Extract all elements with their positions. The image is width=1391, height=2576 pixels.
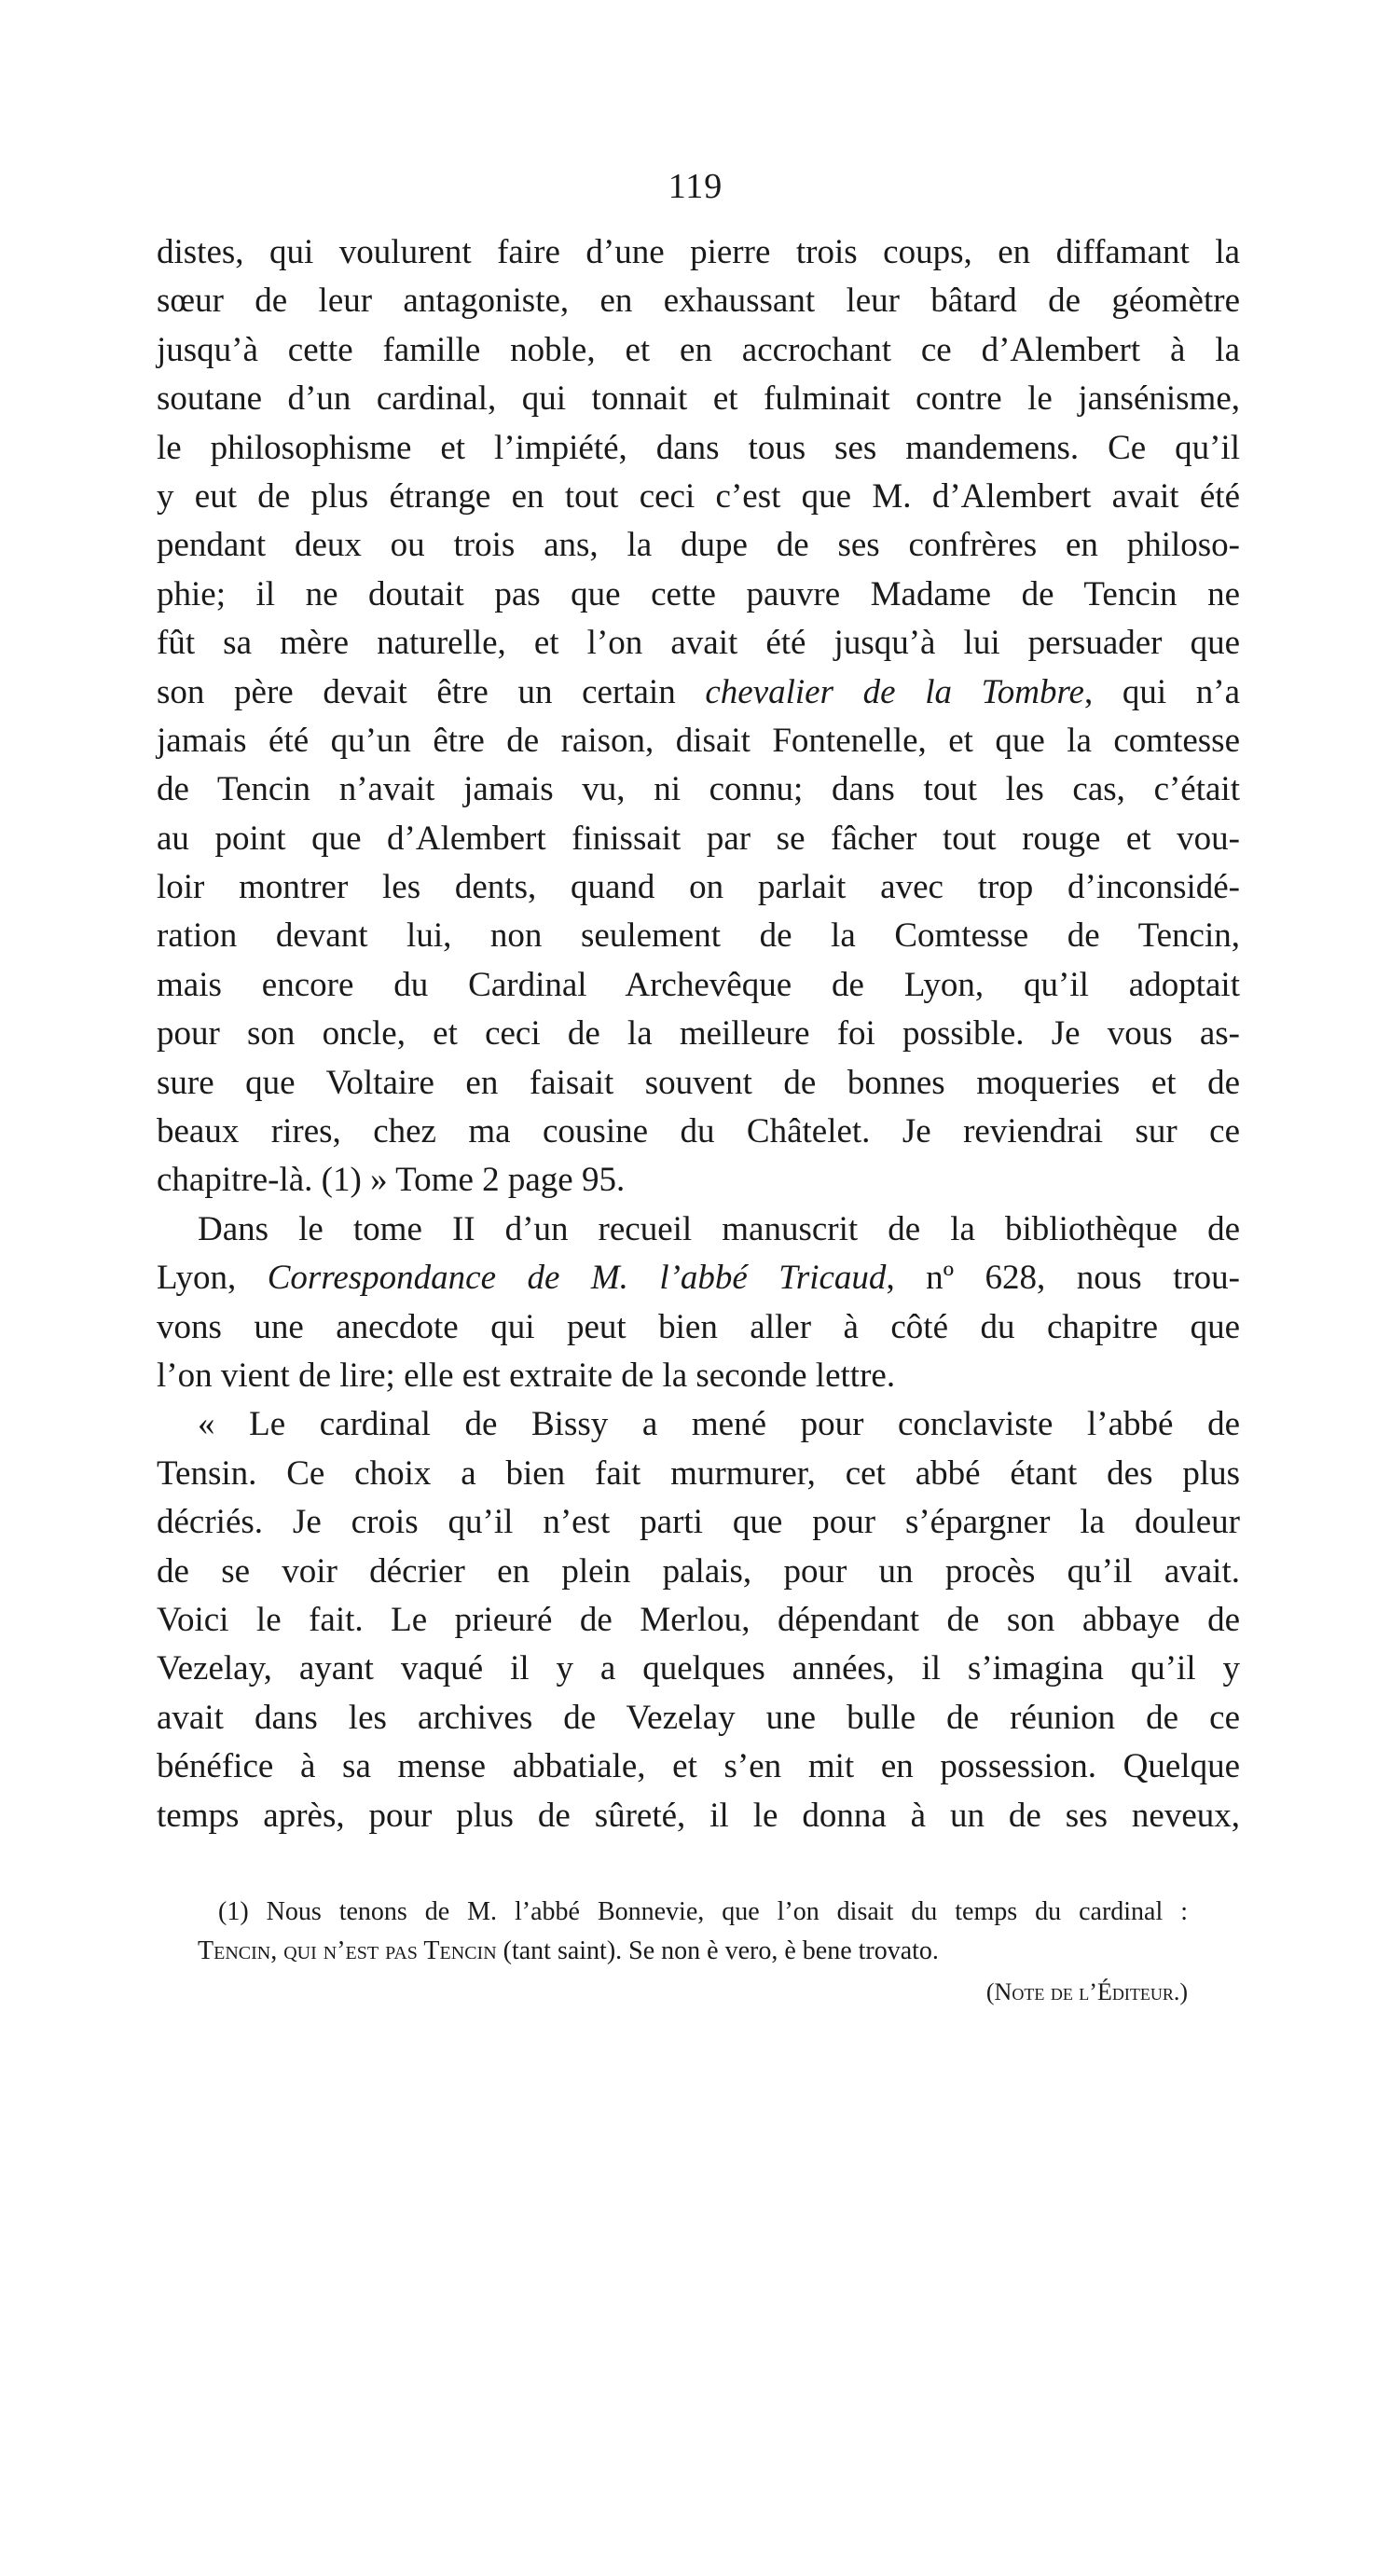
text-line: au point que d’Alembert finissait par se fâcher tout rouge et vou-: [157, 819, 1240, 858]
text-line: ration devant lui, non seulement de la Comtesse de Tencin,: [157, 916, 1240, 956]
footnote: [198, 1893, 1188, 2012]
page-number: 119: [668, 167, 723, 206]
text-line: Vezelay, ayant vaqué il y a quelques années, il s’imagina qu’il y: [157, 1649, 1240, 1688]
text-line: phie; il ne doutait pas que cette pauvre Madame de Tencin ne: [157, 574, 1240, 613]
italic-name: chevalier de la Tombre: [705, 672, 1084, 711]
text-line: vons une anecdote qui peut bien aller à côté du chapitre que: [157, 1307, 1240, 1346]
text-line: jamais été qu’un être de raison, disait Fontenelle, et que la comtesse: [157, 721, 1240, 760]
text-line: sure que Voltaire en faisait souvent de bonnes moqueries et de: [157, 1063, 1240, 1102]
text-line: sœur de leur antagoniste, en exhaussant leur bâtard de géomètre: [157, 282, 1240, 321]
text-line: fût sa mère naturelle, et l’on avait été jusqu’à lui persuader que: [157, 624, 1240, 663]
main-text: [157, 228, 1240, 1840]
paragraph-1: [157, 228, 1240, 1205]
text-segment: Lyon,: [157, 1259, 268, 1298]
text-line: loir montrer les dents, quand on parlait avec trop d’inconsidé-: [157, 868, 1240, 907]
text-line: jusqu’à cette famille noble, et en accrochant ce d’Alembert à la: [157, 330, 1240, 369]
text-line: y eut de plus étrange en tout ceci c’est que M. d’Alembert avait été: [157, 476, 1240, 516]
text-line: chapitre-là. (1) » Tome 2 page 95.: [157, 1161, 626, 1200]
text-line: de se voir décrier en plein palais, pour un procès qu’il avait.: [157, 1551, 1240, 1591]
text-line: le philosophisme et l’impiété, dans tous ses mandemens. Ce qu’il: [157, 428, 1240, 467]
italic-title: Correspondance de M. l’abbé Tricaud: [267, 1259, 887, 1298]
text-line: [157, 668, 1240, 717]
text-segment: , qui n’a: [1083, 672, 1240, 711]
text-line: Voici le fait. Le prieuré de Merlou, dépendant de son abbaye de: [157, 1600, 1240, 1639]
text-segment: , nº 628, nous trou-: [886, 1259, 1240, 1298]
text-line: Dans le tome II d’un recueil manuscrit de la bibliothèque de: [198, 1209, 1240, 1248]
paragraph-3: [157, 1400, 1240, 1840]
text-line: « Le cardinal de Bissy a mené pour conclaviste l’abbé de: [198, 1405, 1240, 1444]
text-line: beaux rires, chez ma cousine du Châtelet. Je reviendrai sur ce: [157, 1112, 1240, 1151]
small-caps-text: Tencin, qui n’est pas Tencin: [198, 1936, 497, 1965]
text-segment: (tant saint). Se non è vero, è bene trovato.: [496, 1936, 939, 1965]
text-line: distes, qui voulurent faire d’une pierre trois coups, en diffamant la: [157, 233, 1240, 271]
text-line: avait dans les archives de Vezelay une bulle de réunion de ce: [157, 1698, 1240, 1737]
text-line: décriés. Je crois qu’il n’est parti que pour s’épargner la douleur: [157, 1503, 1240, 1542]
text-line: soutane d’un cardinal, qui tonnait et fulminait contre le jansénisme,: [157, 379, 1240, 419]
text-line: pour son oncle, et ceci de la meilleure foi possible. Je vous as-: [157, 1014, 1240, 1054]
text-line: l’on vient de lire; elle est extraite de la seconde lettre.: [157, 1356, 896, 1395]
text-line: bénéfice à sa mense abbatiale, et s’en mit en possession. Quelque: [157, 1747, 1240, 1786]
footnote-line: [198, 1932, 1188, 1971]
text-line: pendant deux ou trois ans, la dupe de ses confrères en philoso-: [157, 526, 1240, 565]
text-line: temps après, pour plus de sûreté, il le donna à un de ses neveux,: [157, 1796, 1240, 1835]
paragraph-2: [157, 1205, 1240, 1401]
text-line: de Tencin n’avait jamais vu, ni connu; dans tout les cas, c’était: [157, 770, 1240, 809]
footnote-line: (1) Nous tenons de M. l’abbé Bonnevie, que l’on disait du temps du cardinal :: [218, 1897, 1188, 1926]
text-segment: son père devait être un certain: [157, 672, 706, 711]
text-line: [157, 1254, 1240, 1302]
text-line: Tensin. Ce choix a bien fait murmurer, cet abbé étant des plus: [157, 1453, 1240, 1493]
footnote-attribution: (Note de l’Éditeur.): [985, 1978, 1188, 2005]
text-line: mais encore du Cardinal Archevêque de Lyon, qu’il adoptait: [157, 965, 1240, 1004]
